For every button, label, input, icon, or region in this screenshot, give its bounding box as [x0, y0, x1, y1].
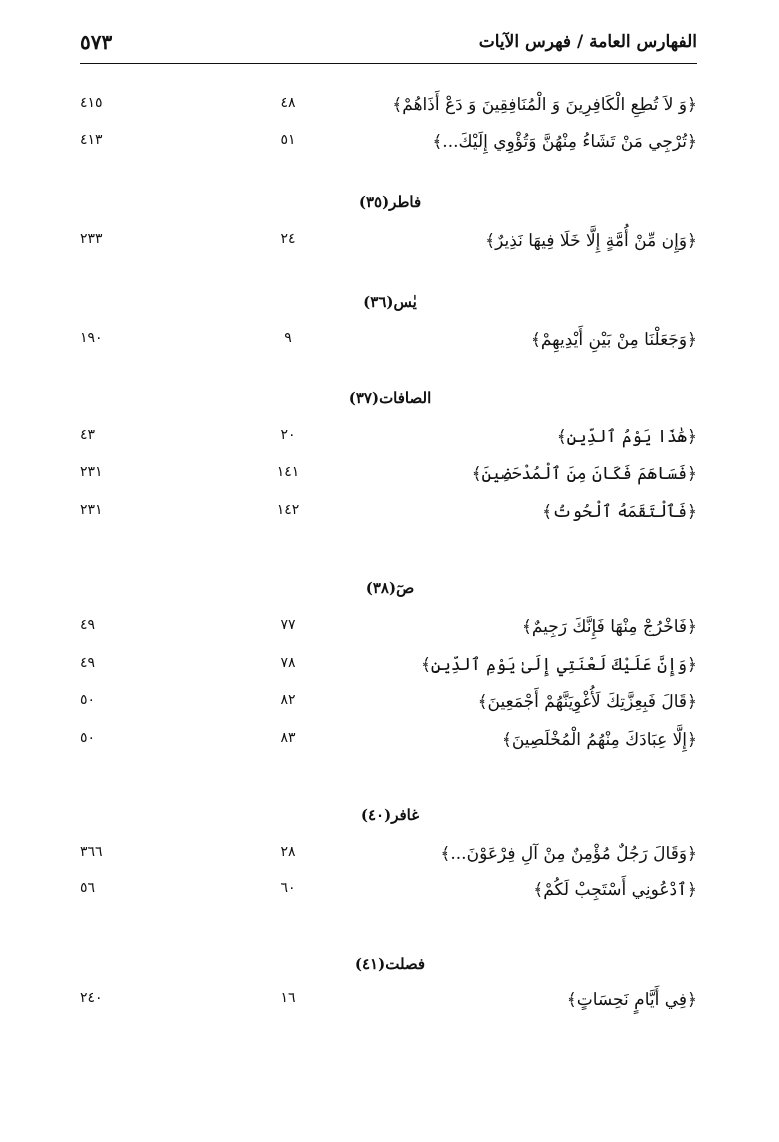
verse-row	[80, 652, 697, 682]
ayah-number: ٩	[284, 330, 292, 346]
ayah-number: ٧٧	[280, 617, 296, 633]
verse-text: ﴿وَ لاَ تُطِعِ الْكَافِرِينَ وَ الْمُنَافِقِينَ وَ دَعْ أَذَاهُمْ﴾	[392, 95, 697, 115]
header-rule	[80, 63, 697, 64]
page-reference: ٤١٣	[80, 132, 103, 148]
surah-heading: فصلت(٤١)	[354, 955, 426, 973]
verse-row	[80, 614, 697, 644]
verse-text: ﴿إِلَّا عِبَادَكَ مِنْهُمُ الْمُخْلَصِينَ﴾	[501, 730, 697, 750]
verse-row	[80, 499, 697, 529]
verse-row	[80, 727, 697, 757]
verse-text: ﴿هَٰذَا يَوْمُ ٱلدِّينِ﴾	[556, 427, 697, 447]
page-number: ٥٧٣	[80, 30, 113, 54]
page-reference: ٥٠	[80, 730, 96, 746]
ayah-number: ١٦	[280, 990, 296, 1006]
ayah-number: ٢٠	[280, 427, 296, 443]
ayah-number: ٢٨	[280, 844, 296, 860]
verse-row	[80, 424, 697, 454]
verse-row	[80, 92, 697, 122]
page-reference: ٢٣١	[80, 464, 103, 480]
page-reference: ٢٣١	[80, 502, 103, 518]
ayah-number: ٥١	[280, 132, 296, 148]
verse-text: ﴿وَإِن مِّنْ أُمَّةٍ إِلَّا خَلَا فِيهَا نَذِيرٌ﴾	[485, 231, 697, 251]
running-title: الفهارس العامة / فهرس الآيات	[478, 32, 697, 52]
page-reference: ٤٣	[80, 427, 96, 443]
surah-heading: فاطر(٣٥)	[358, 193, 422, 211]
page-reference: ٥٦	[80, 880, 96, 896]
ayah-number: ٦٠	[280, 880, 296, 896]
ayah-number: ٨٢	[280, 692, 296, 708]
verse-text: ﴿ٱدْعُونِي أَسْتَجِبْ لَكُمْ﴾	[533, 880, 697, 900]
ayah-number: ١٤١	[276, 464, 300, 480]
verse-row	[80, 327, 697, 357]
ayah-number: ٨٣	[280, 730, 296, 746]
verse-row	[80, 877, 697, 907]
ayah-number: ٧٨	[280, 655, 296, 671]
verse-text: ﴿وَقَالَ رَجُلٌ مُؤْمِنٌ مِنْ آلِ فِرْعَوْنَ...﴾	[440, 844, 697, 864]
verse-row	[80, 461, 697, 491]
verse-text: ﴿فِي أَيَّامٍ نَحِسَاتٍ﴾	[566, 990, 697, 1010]
page-reference: ٥٠	[80, 692, 96, 708]
page-reference: ٢٣٣	[80, 231, 103, 247]
verse-row	[80, 228, 697, 258]
surah-heading: غافر(٤٠)	[360, 806, 420, 824]
page-reference: ١٩٠	[80, 330, 103, 346]
verse-text: ﴿فَسَاهَمَ فَكَانَ مِنَ ٱلْمُدْحَضِينَ﴾	[471, 464, 697, 484]
verse-text: ﴿قَالَ فَبِعِزَّتِكَ لَأُغْوِيَنَّهُمْ أَجْمَعِينَ﴾	[477, 692, 697, 712]
ayah-number: ٤٨	[280, 95, 296, 111]
ayah-number: ٢٤	[280, 231, 296, 247]
verse-text: ﴿فَاخْرُجْ مِنْهَا فَإِنَّكَ رَجِيمٌ﴾	[521, 617, 697, 637]
surah-heading: يٰس(٣٦)	[363, 293, 417, 311]
page-reference: ٤١٥	[80, 95, 103, 111]
page-reference: ٤٩	[80, 617, 96, 633]
page-reference: ٤٩	[80, 655, 96, 671]
surah-heading: الصافات(٣٧)	[348, 389, 432, 407]
running-header	[80, 26, 697, 64]
page-reference: ٣٦٦	[80, 844, 103, 860]
ayah-number: ١٤٢	[276, 502, 300, 518]
verse-row	[80, 129, 697, 159]
page-reference: ٢٤٠	[80, 990, 103, 1006]
verse-row	[80, 987, 697, 1017]
verse-row	[80, 841, 697, 871]
verse-row	[80, 689, 697, 719]
verse-text: ﴿وَجَعَلْنَا مِنْ بَيْنِ أَيْدِيهِمْ﴾	[530, 330, 697, 350]
verse-text: ﴿فَٱلْتَقَمَهُ ٱلْحُوتُ﴾	[542, 502, 697, 522]
verse-text: ﴿تُرْجِي مَنْ تَشَاءُ مِنْهُنَّ وَتُؤْوِي إِلَيْكَ...﴾	[432, 132, 697, 152]
verse-text: ﴿وَإِنَّ عَلَيْكَ لَعْنَتِي إِلَىٰ يَوْمِ ٱلدِّينِ﴾	[420, 655, 697, 675]
surah-heading: صٓ(٣٨)	[365, 579, 415, 597]
